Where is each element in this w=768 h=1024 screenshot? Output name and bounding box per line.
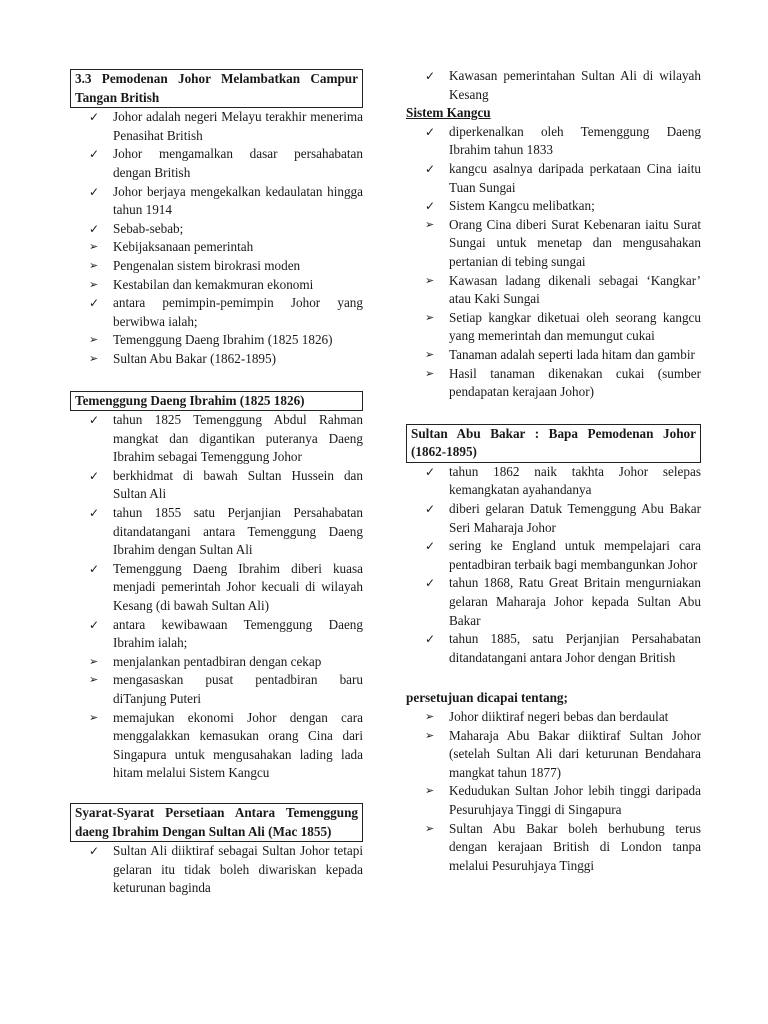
list-item-text: Sultan Abu Bakar (1862-1895) <box>113 350 276 366</box>
list-item <box>70 709 363 783</box>
list-item <box>70 238 363 257</box>
list-item-text: tahun 1868, Ratu Great Britain mengurniakan gelaran Maharaja Johor kepada Sultan Abu Bakar <box>449 575 701 628</box>
list-item <box>70 108 363 145</box>
checkmark-icon: ✓ <box>89 844 100 859</box>
list-item-text: Kawasan ladang dikenali sebagai ‘Kangkar’ atau Kaki Sungai <box>449 272 701 307</box>
arrow-bullet-icon: ➢ <box>425 217 435 231</box>
arrow-bullet-icon: ➢ <box>425 728 435 742</box>
list-item-text: mengasaskan pusat pentadbiran baru diTanjung Puteri <box>113 672 363 706</box>
list-item-text: memajukan ekonomi Johor dengan cara menggalakkan kemasukan orang Cina dari Singapura untuk mengusahakan lading lada hitam melalui Sistem Kangcu <box>113 709 363 781</box>
arrow-bullet-icon: ➢ <box>89 710 99 724</box>
section-heading-sistem-kangcu: Sistem Kangcu <box>406 105 491 121</box>
list-item-text: Johor berjaya mengekalkan kedaulatan hingga tahun 1914 <box>113 183 363 218</box>
list-item-text: tahun 1862 naik takhta Johor selepas kemangkatan ayahandanya <box>449 463 701 498</box>
list-item-text: Sistem Kangcu melibatkan; <box>449 198 595 214</box>
list-item <box>406 272 701 309</box>
list-item <box>406 727 701 783</box>
list-item-text: Tanaman adalah seperti lada hitam dan gambir <box>449 346 695 362</box>
list-item <box>406 782 701 819</box>
arrow-bullet-icon: ➢ <box>89 258 99 272</box>
list-item-text: Maharaja Abu Bakar diiktiraf Sultan Johor (setelah Sultan Ali dari keturunan Bendahara mangkat tahun 1877) <box>449 727 701 780</box>
checkmark-icon: ✓ <box>425 199 436 214</box>
pemodenan-johor-list <box>70 108 363 368</box>
list-item <box>70 220 363 239</box>
list-item <box>406 537 701 574</box>
arrow-bullet-icon: ➢ <box>425 784 435 798</box>
checkmark-icon: ✓ <box>425 502 436 517</box>
list-item <box>406 346 701 365</box>
list-item-text: Pengenalan sistem birokrasi moden <box>113 257 301 273</box>
arrow-bullet-icon: ➢ <box>425 347 435 361</box>
checkmark-icon: ✓ <box>89 468 100 483</box>
section-heading-temenggung-daeng-ibrahim: Temenggung Daeng Ibrahim (1825 1826) <box>70 391 363 412</box>
arrow-bullet-icon: ➢ <box>89 240 99 254</box>
checkmark-icon: ✓ <box>425 124 436 139</box>
list-item-text: tahun 1825 Temenggung Abdul Rahman mangkat dan digantikan puteranya Daeng Ibrahim sebagai Temenggung Johor <box>113 412 363 465</box>
section-heading-syarat-persetiaan: Syarat-Syarat Persetiaan Antara Temenggung daeng Ibrahim Dengan Sultan Ali (Mac 1855) <box>70 803 363 842</box>
arrow-bullet-icon: ➢ <box>425 310 435 324</box>
temenggung-daeng-ibrahim-list <box>70 411 363 783</box>
kesang-list <box>406 67 701 104</box>
checkmark-icon: ✓ <box>425 632 436 647</box>
list-item-text: menjalankan pentadbiran dengan cekap <box>113 653 322 669</box>
list-item-text: Temenggung Daeng Ibrahim (1825 1826) <box>113 332 333 348</box>
list-item-text: sering ke England untuk mempelajari cara pentadbiran terbaik bagi membangunkan Johor <box>449 538 701 572</box>
list-item <box>406 365 701 402</box>
checkmark-icon: ✓ <box>89 221 100 236</box>
list-item <box>406 197 701 216</box>
list-item <box>70 411 363 467</box>
list-item <box>406 500 701 537</box>
list-item-text: diperkenalkan oleh Temenggung Daeng Ibrahim tahun 1833 <box>449 123 701 158</box>
list-item <box>406 463 701 500</box>
list-item <box>406 630 701 667</box>
list-item <box>70 331 363 350</box>
list-item <box>406 160 701 197</box>
arrow-bullet-icon: ➢ <box>89 333 99 347</box>
checkmark-icon: ✓ <box>425 464 436 479</box>
checkmark-icon: ✓ <box>89 184 100 199</box>
list-item <box>70 145 363 182</box>
sultan-abu-bakar-list <box>406 463 701 668</box>
list-item <box>70 842 363 898</box>
arrow-bullet-icon: ➢ <box>89 654 99 668</box>
list-item-text: kangcu asalnya daripada perkataan Cina iaitu Tuan Sungai <box>449 160 701 195</box>
checkmark-icon: ✓ <box>89 296 100 311</box>
list-item-text: Kawasan pemerintahan Sultan Ali di wilayah Kesang <box>449 68 701 102</box>
list-item-text: Sultan Abu Bakar boleh berhubung terus dengan kerajaan British di London tanpa melalui Pesuruhjaya Tinggi <box>449 820 701 873</box>
list-item-text: Johor adalah negeri Melayu terakhir menerima Penasihat British <box>113 109 363 143</box>
list-item <box>406 67 701 104</box>
checkmark-icon: ✓ <box>89 413 100 428</box>
list-item <box>70 276 363 295</box>
checkmark-icon: ✓ <box>425 161 436 176</box>
section-heading-sultan-abu-bakar: Sultan Abu Bakar : Bapa Pemodenan Johor (1862-1895) <box>406 424 701 463</box>
list-item-text: antara kewibawaan Temenggung Daeng Ibrahim ialah; <box>113 616 363 651</box>
list-item <box>70 560 363 616</box>
list-item <box>70 653 363 672</box>
list-item <box>70 671 363 708</box>
arrow-bullet-icon: ➢ <box>425 273 435 287</box>
list-item <box>406 216 701 272</box>
checkmark-icon: ✓ <box>89 147 100 162</box>
arrow-bullet-icon: ➢ <box>425 366 435 380</box>
list-item <box>70 183 363 220</box>
list-item-text: tahun 1885, satu Perjanjian Persahabatan ditandatangani antara Johor dengan British <box>449 631 701 665</box>
arrow-bullet-icon: ➢ <box>89 351 99 365</box>
arrow-bullet-icon: ➢ <box>89 673 99 687</box>
checkmark-icon: ✓ <box>89 561 100 576</box>
arrow-bullet-icon: ➢ <box>89 277 99 291</box>
list-item-text: Kebijaksanaan pemerintah <box>113 239 254 255</box>
list-item-text: Hasil tanaman dikenakan cukai (sumber pendapatan kerajaan Johor) <box>449 365 701 400</box>
list-item-text: antara pemimpin-pemimpin Johor yang berwibwa ialah; <box>113 295 363 329</box>
arrow-bullet-icon: ➢ <box>425 710 435 723</box>
checkmark-icon: ✓ <box>89 617 100 632</box>
checkmark-icon: ✓ <box>89 506 100 521</box>
list-item <box>70 616 363 653</box>
checkmark-icon: ✓ <box>425 69 436 83</box>
syarat-persetiaan-list <box>70 842 363 898</box>
list-item-text: Sultan Ali diiktiraf sebagai Sultan Johor tetapi gelaran itu tidak boleh diwariskan kepada keturunan baginda <box>113 843 363 896</box>
section-heading-pemodenan-johor: 3.3 Pemodenan Johor Melambatkan Campur Tangan British <box>70 69 363 108</box>
list-item <box>406 574 701 630</box>
checkmark-icon: ✓ <box>425 576 436 591</box>
section-heading-persetujuan: persetujuan dicapai tentang; <box>406 690 568 706</box>
list-item-text: Temenggung Daeng Ibrahim diberi kuasa menjadi pemerintah Johor kecuali di wilayah Kesang (di bawah Sultan Ali) <box>113 560 363 614</box>
list-item-text: diberi gelaran Datuk Temenggung Abu Bakar Seri Maharaja Johor <box>449 501 701 535</box>
list-item-text: Kestabilan dan kemakmuran ekonomi <box>113 276 314 292</box>
list-item <box>406 123 701 160</box>
left-column <box>70 0 363 898</box>
list-item-text: berkhidmat di bawah Sultan Hussein dan Sultan Ali <box>113 467 363 502</box>
list-item <box>406 820 701 876</box>
persetujuan-list <box>406 708 701 875</box>
right-column <box>406 0 701 875</box>
list-item <box>70 504 363 560</box>
list-item <box>70 257 363 276</box>
list-item <box>406 309 701 346</box>
list-item <box>70 350 363 369</box>
list-item <box>406 708 701 727</box>
list-item-text: Orang Cina diberi Surat Kebenaran iaitu Surat Sungai untuk menetap dan mengusahakan pertanian di tebing sungai <box>449 216 701 269</box>
list-item-text: tahun 1855 satu Perjanjian Persahabatan ditandatangani antara Temenggung Daeng Ibrahim dengan Sultan Ali <box>113 505 363 558</box>
list-item <box>70 294 363 331</box>
list-item <box>70 467 363 504</box>
checkmark-icon: ✓ <box>425 539 436 554</box>
list-item-text: Kedudukan Sultan Johor lebih tinggi daripada Pesuruhjaya Tinggi di Singapura <box>449 783 701 817</box>
list-item-text: Johor mengamalkan dasar persahabatan dengan British <box>113 146 363 180</box>
checkmark-icon: ✓ <box>89 110 100 125</box>
arrow-bullet-icon: ➢ <box>425 821 435 835</box>
list-item-text: Sebab-sebab; <box>113 220 184 236</box>
sistem-kangcu-list <box>406 123 701 402</box>
list-item-text: Setiap kangkar diketuai oleh seorang kangcu yang memerintah dan memungut cukai <box>449 309 701 344</box>
list-item-text: Johor diiktiraf negeri bebas dan berdaulat <box>449 709 669 724</box>
